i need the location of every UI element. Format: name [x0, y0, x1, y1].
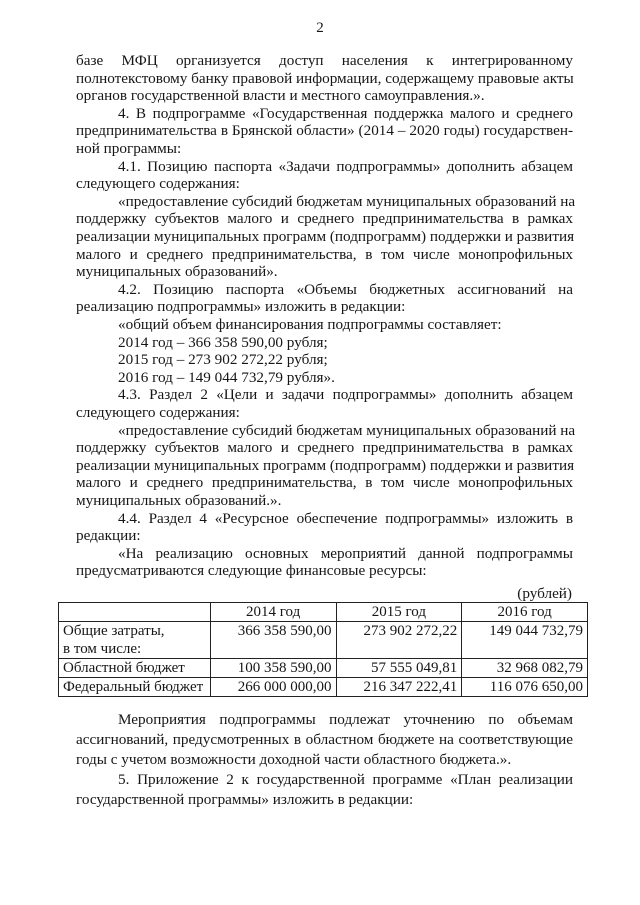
- table-header-cell: 2015 год: [336, 603, 462, 622]
- financing-table: [58, 602, 588, 697]
- paragraph-line: органов государственной власти и местного самоуправления.».: [76, 87, 485, 105]
- table-cell: 216 347 222,41: [336, 678, 462, 697]
- paragraph-line: реализации муниципальных программ (подпрограмм) поддержки и развития: [76, 456, 575, 474]
- paragraph-line: базе МФЦ организуется доступ населения к интегрированному: [76, 52, 573, 69]
- paragraph-line: 2014 год – 366 358 590,00 рубля;: [118, 333, 328, 351]
- paragraph-line: малого и среднего предпринимательства, в том числе монопрофильных: [76, 474, 573, 492]
- paragraph-line: 4.3. Раздел 2 «Цели и задачи подпрограммы» дополнить абзацем: [118, 386, 573, 404]
- table-header-cell: 2014 год: [210, 603, 336, 622]
- paragraph-line: «общий объем финансирования подпрограммы составляет:: [118, 316, 502, 333]
- paragraph-line: 4.1. Позицию паспорта «Задачи подпрограммы» дополнить абзацем: [118, 157, 573, 175]
- paragraph-line: муниципальных образований.».: [76, 492, 282, 509]
- paragraph-line: 2016 год – 149 044 732,79 рубля».: [118, 368, 335, 386]
- paragraph-line: 5. Приложение 2 к государственной программе «План реализации: [118, 771, 573, 788]
- paragraph-line: реализацию подпрограммы» изложить в редакции:: [76, 298, 406, 316]
- table-header-cell: 2016 год: [462, 603, 588, 622]
- table-row: [59, 678, 588, 697]
- paragraph-line: поддержку субъектов малого и среднего предпринимательства в рамках: [76, 210, 573, 228]
- paragraph-line: 4. В подпрограмме «Государственная поддержка малого и среднего: [118, 104, 573, 122]
- paragraph-line: полнотекстовому банку правовой информации, содержащему правовые акты: [76, 69, 574, 87]
- table-cell: 57 555 049,81: [336, 659, 462, 678]
- paragraph-line: поддержку субъектов малого и среднего предпринимательства в рамках: [76, 439, 573, 457]
- row-label: Федеральный бюджет: [59, 678, 211, 697]
- paragraph-line: «предоставление субсидий бюджетам муниципальных образований на: [118, 192, 576, 210]
- paragraph-line: 4.4. Раздел 4 «Ресурсное обеспечение подпрограммы» изложить в: [118, 509, 573, 527]
- paragraph-line: «На реализацию основных мероприятий данной подпрограммы: [118, 544, 573, 562]
- paragraph-line: реализации муниципальных программ (подпрограмм) поддержки и развития: [76, 228, 575, 245]
- paragraph-line: редакции:: [76, 527, 141, 545]
- table-header-cell: [59, 603, 211, 622]
- row-label: Областной бюджет: [59, 659, 211, 678]
- row-label-line: в том числе:: [63, 641, 142, 657]
- table-cell: 100 358 590,00: [210, 659, 336, 678]
- row-label-line: Общие затраты,: [63, 623, 165, 639]
- paragraph-line: малого и среднего предпринимательства, в том числе монопрофильных: [76, 245, 573, 263]
- paragraph-line: следующего содержания:: [76, 175, 240, 193]
- page-number: 2: [316, 20, 324, 36]
- row-label: [59, 622, 211, 659]
- paragraph-line: предусматриваются следующие финансовые ресурсы:: [76, 562, 427, 580]
- unit-label: (рублей): [517, 585, 572, 602]
- paragraph-line: «предоставление субсидий бюджетам муниципальных образований на: [118, 421, 576, 439]
- paragraph-line: ассигнований, предусмотренных в областном бюджете на соответствующие: [76, 731, 573, 748]
- table-cell: 366 358 590,00: [210, 622, 336, 659]
- paragraph-line: государственной программы» изложить в редакции:: [76, 791, 414, 808]
- paragraph-line: ной программы:: [76, 140, 182, 157]
- table-row: [59, 622, 588, 659]
- paragraph-line: предпринимательства в Брянской области» (2014 – 2020 годы) государствен-: [76, 122, 573, 140]
- table-cell: 273 902 272,22: [336, 622, 462, 659]
- table-cell: 266 000 000,00: [210, 678, 336, 697]
- paragraph-line: годы с учетом возможности доходной части областного бюджета.».: [76, 751, 512, 768]
- paragraph-line: муниципальных образований».: [76, 263, 278, 281]
- paragraph-line: Мероприятия подпрограммы подлежат уточнению по объемам: [118, 711, 573, 728]
- paragraph-line: 2015 год – 273 902 272,22 рубля;: [118, 351, 328, 369]
- table-row: [59, 659, 588, 678]
- paragraph-line: 4.2. Позицию паспорта «Объемы бюджетных ассигнований на: [118, 280, 573, 298]
- table-cell: 149 044 732,79: [462, 622, 588, 659]
- table-cell: 116 076 650,00: [462, 678, 588, 697]
- paragraph-line: следующего содержания:: [76, 404, 240, 421]
- table-header-row: [59, 603, 588, 622]
- table-cell: 32 968 082,79: [462, 659, 588, 678]
